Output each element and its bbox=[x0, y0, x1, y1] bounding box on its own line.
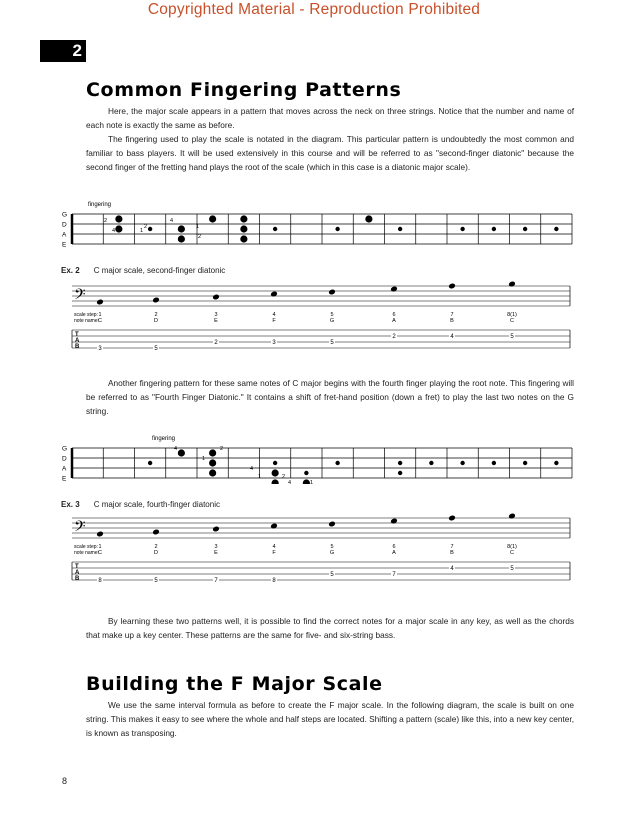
note-name-value: A bbox=[392, 318, 396, 324]
string-name: D bbox=[62, 221, 67, 229]
scale-step-value: 4 bbox=[272, 544, 276, 550]
note-name-value: D bbox=[154, 550, 158, 556]
string-name: A bbox=[62, 231, 67, 239]
note-head bbox=[448, 515, 456, 522]
note-name-value: E bbox=[214, 550, 218, 556]
note-head bbox=[152, 529, 160, 536]
section1-conclusion bbox=[86, 614, 574, 642]
fret-number: 5 bbox=[154, 346, 158, 352]
scale-step-value: 6 bbox=[392, 312, 396, 318]
fret-marker-dot bbox=[115, 225, 122, 232]
scale-step-label: scale step: bbox=[74, 312, 98, 318]
finger-number: 2 bbox=[144, 224, 148, 230]
section-title-f-major: Building the F Major Scale bbox=[86, 673, 383, 695]
note-head bbox=[152, 297, 160, 304]
note-head bbox=[328, 521, 336, 528]
fret-marker-dot bbox=[240, 215, 247, 222]
scale-step-value: 3 bbox=[214, 544, 218, 550]
note-name-value: C bbox=[510, 550, 514, 556]
fret-marker-dot bbox=[240, 235, 247, 242]
fret-number: 5 bbox=[154, 578, 158, 584]
fret-marker-dot bbox=[115, 215, 122, 222]
note-head bbox=[96, 531, 104, 538]
example-caption: C major scale, second-finger diatonic bbox=[93, 266, 226, 275]
fret-marker-dot bbox=[335, 227, 339, 231]
note-name-value: E bbox=[214, 318, 218, 324]
fret-marker-dot bbox=[398, 461, 402, 465]
fret-marker-dot bbox=[365, 215, 372, 222]
fret-number: 5 bbox=[330, 572, 334, 578]
scale-step-value: 7 bbox=[450, 312, 454, 318]
section1-intro bbox=[86, 104, 574, 174]
fret-marker-dot bbox=[178, 225, 185, 232]
chapter-number-tab: 2 bbox=[40, 40, 86, 62]
fret-number: 7 bbox=[214, 578, 218, 584]
fret-marker-dot bbox=[523, 227, 527, 231]
finger-number: 4 bbox=[174, 446, 178, 452]
fret-number: 4 bbox=[450, 566, 454, 572]
scale-step-value: 7 bbox=[450, 544, 454, 550]
tab-clef-letter: B bbox=[75, 576, 80, 582]
fret-number: 8 bbox=[98, 578, 102, 584]
example-3-notation bbox=[60, 512, 580, 592]
fret-marker-dot bbox=[209, 469, 216, 476]
finger-number: 1 bbox=[202, 456, 206, 462]
scale-step-value: 5 bbox=[330, 312, 334, 318]
fret-marker-dot bbox=[554, 461, 558, 465]
paragraph: We use the same interval formula as before to create the F major scale. In the following diagram, the scale is built on one string. This makes it easy to see where the whole and half steps are located. Shifting a pattern (scale) like this, into a new key center, is known as transposing. bbox=[86, 700, 574, 738]
finger-number: 4 bbox=[170, 218, 174, 224]
note-name-value: B bbox=[450, 550, 454, 556]
tab-clef-letter: B bbox=[75, 344, 80, 350]
fret-marker-dot bbox=[148, 227, 152, 231]
example-number: Ex. 2 bbox=[61, 266, 80, 275]
fret-marker-dot bbox=[148, 461, 152, 465]
note-name-value: C bbox=[98, 318, 102, 324]
finger-number: 2 bbox=[220, 446, 224, 452]
paragraph: The fingering used to play the scale is notated in the diagram. This particular pattern is undoubtedly the most common and familiar to bass players. It will be used extensively in this course and will be referred to as "second-finger diatonic" because the second finger of the fretting hand plays the root of the scale (which in this case is a diatonic major scale). bbox=[86, 134, 574, 172]
copyright-notice: Copyrighted Material - Reproduction Prohibited bbox=[147, 1, 481, 18]
note-head bbox=[508, 281, 516, 288]
note-head bbox=[212, 526, 220, 533]
note-head bbox=[270, 291, 278, 298]
string-name: G bbox=[62, 445, 68, 453]
fret-number: 5 bbox=[510, 566, 514, 572]
fret-number: 2 bbox=[392, 334, 396, 340]
fret-marker-dot bbox=[460, 461, 464, 465]
fret-marker-dot bbox=[178, 449, 185, 456]
scale-step-value: 6 bbox=[392, 544, 396, 550]
fret-marker-dot bbox=[398, 227, 402, 231]
note-head bbox=[448, 283, 456, 290]
fret-marker-dot bbox=[523, 461, 527, 465]
tab-clef-letter: A bbox=[75, 338, 80, 344]
scale-step-value: 8(1) bbox=[507, 544, 517, 550]
tab-clef-letter: A bbox=[75, 570, 80, 576]
tab-clef-letter: T bbox=[75, 564, 79, 570]
note-name-value: C bbox=[98, 550, 102, 556]
scale-step-value: 2 bbox=[154, 544, 158, 550]
fret-marker-dot bbox=[460, 227, 464, 231]
finger-number: 1 bbox=[310, 480, 314, 484]
fret-marker-dot bbox=[273, 227, 277, 231]
scale-step-value: 3 bbox=[214, 312, 218, 318]
scale-step-value: 1 bbox=[98, 312, 102, 318]
note-name-value: B bbox=[450, 318, 454, 324]
fret-marker-dot bbox=[209, 459, 216, 466]
fret-marker-dot bbox=[272, 479, 279, 484]
section-title-common-fingering: Common Fingering Patterns bbox=[86, 79, 402, 101]
section1-fourth-finger bbox=[86, 376, 574, 418]
string-name: G bbox=[62, 211, 68, 219]
finger-number: 2 bbox=[198, 234, 202, 240]
bass-clef-icon: 𝄢 bbox=[74, 518, 86, 538]
note-head bbox=[328, 289, 336, 296]
fret-marker-dot bbox=[209, 449, 216, 456]
example-3-label bbox=[61, 500, 220, 509]
fret-number: 3 bbox=[272, 340, 276, 346]
finger-number: 1 bbox=[196, 224, 200, 230]
example-caption: C major scale, fourth-finger diatonic bbox=[93, 500, 220, 509]
note-name-value: A bbox=[392, 550, 396, 556]
fret-marker-dot bbox=[178, 235, 185, 242]
note-head bbox=[96, 299, 104, 306]
scale-step-value: 5 bbox=[330, 544, 334, 550]
note-name-value: C bbox=[510, 318, 514, 324]
fret-marker-dot bbox=[304, 471, 308, 475]
tab-clef-letter: T bbox=[75, 332, 79, 338]
note-name-value: G bbox=[329, 550, 335, 556]
string-name: D bbox=[62, 455, 67, 463]
fret-marker-dot bbox=[554, 227, 558, 231]
fret-marker-dot bbox=[492, 227, 496, 231]
fret-number: 8 bbox=[272, 578, 276, 584]
fingerboard-diagram-2 bbox=[60, 432, 580, 484]
fret-marker-dot bbox=[398, 471, 402, 475]
section2-intro bbox=[86, 698, 574, 740]
string-name: E bbox=[62, 241, 67, 249]
finger-number: 2 bbox=[282, 474, 286, 480]
string-name: A bbox=[62, 465, 67, 473]
finger-number: 4 bbox=[250, 466, 254, 472]
note-name-value: D bbox=[154, 318, 158, 324]
note-name-value: G bbox=[329, 318, 335, 324]
paragraph: Another fingering pattern for these same notes of C major begins with the fourth finger playing the root note. This fingering will be referred to as "Fourth Finger Diatonic." It contains a shift of fret-hand position (down a fret) to play the last two notes on the G string. bbox=[86, 378, 574, 416]
finger-number: 4 bbox=[212, 216, 216, 222]
note-head bbox=[270, 523, 278, 530]
bass-clef-icon: 𝄢 bbox=[74, 286, 86, 306]
string-name: E bbox=[62, 475, 67, 483]
note-head bbox=[508, 513, 516, 520]
fingering-label: fingering bbox=[88, 202, 112, 208]
example-2-label bbox=[61, 266, 225, 275]
fret-marker-dot bbox=[303, 479, 310, 484]
finger-number: 2 bbox=[104, 218, 108, 224]
fret-marker-dot bbox=[272, 469, 279, 476]
page-number: 8 bbox=[62, 776, 68, 786]
fret-marker-dot bbox=[273, 461, 277, 465]
scale-step-value: 1 bbox=[98, 544, 102, 550]
fingerboard-diagram-1 bbox=[60, 198, 580, 250]
fret-marker-dot bbox=[492, 461, 496, 465]
fret-number: 2 bbox=[214, 340, 218, 346]
fret-number: 4 bbox=[450, 334, 454, 340]
example-number: Ex. 3 bbox=[61, 500, 80, 509]
note-name-label: note name: bbox=[74, 318, 100, 324]
paragraph: By learning these two patterns well, it is possible to find the correct notes for a major scale in any key, as well as the chords that make up a key center. These patterns are the same for five- and six-string bass. bbox=[86, 616, 574, 640]
note-name-label: note name: bbox=[74, 550, 100, 556]
fret-number: 5 bbox=[330, 340, 334, 346]
note-name-value: F bbox=[272, 318, 276, 324]
fret-marker-dot bbox=[335, 461, 339, 465]
fret-number: 7 bbox=[392, 572, 396, 578]
fret-marker-dot bbox=[240, 225, 247, 232]
scale-step-value: 8(1) bbox=[507, 312, 517, 318]
note-head bbox=[212, 294, 220, 301]
scale-step-value: 4 bbox=[272, 312, 276, 318]
note-head bbox=[390, 518, 398, 525]
fret-number: 3 bbox=[98, 346, 102, 352]
note-name-value: F bbox=[272, 550, 276, 556]
scale-step-value: 2 bbox=[154, 312, 158, 318]
fret-number: 5 bbox=[510, 334, 514, 340]
note-head bbox=[390, 286, 398, 293]
finger-number: 1 bbox=[258, 474, 262, 480]
scale-step-label: scale step: bbox=[74, 544, 98, 550]
fingering-label: fingering bbox=[152, 436, 176, 442]
example-2-notation bbox=[60, 280, 580, 360]
finger-number: 1 bbox=[140, 228, 144, 234]
fret-marker-dot bbox=[429, 461, 433, 465]
paragraph: Here, the major scale appears in a pattern that moves across the neck on three strings. Notice that the number and name of each note is exactly the same as before. bbox=[86, 106, 574, 130]
finger-number: 4 bbox=[288, 480, 292, 484]
finger-number: 4 bbox=[112, 228, 116, 234]
